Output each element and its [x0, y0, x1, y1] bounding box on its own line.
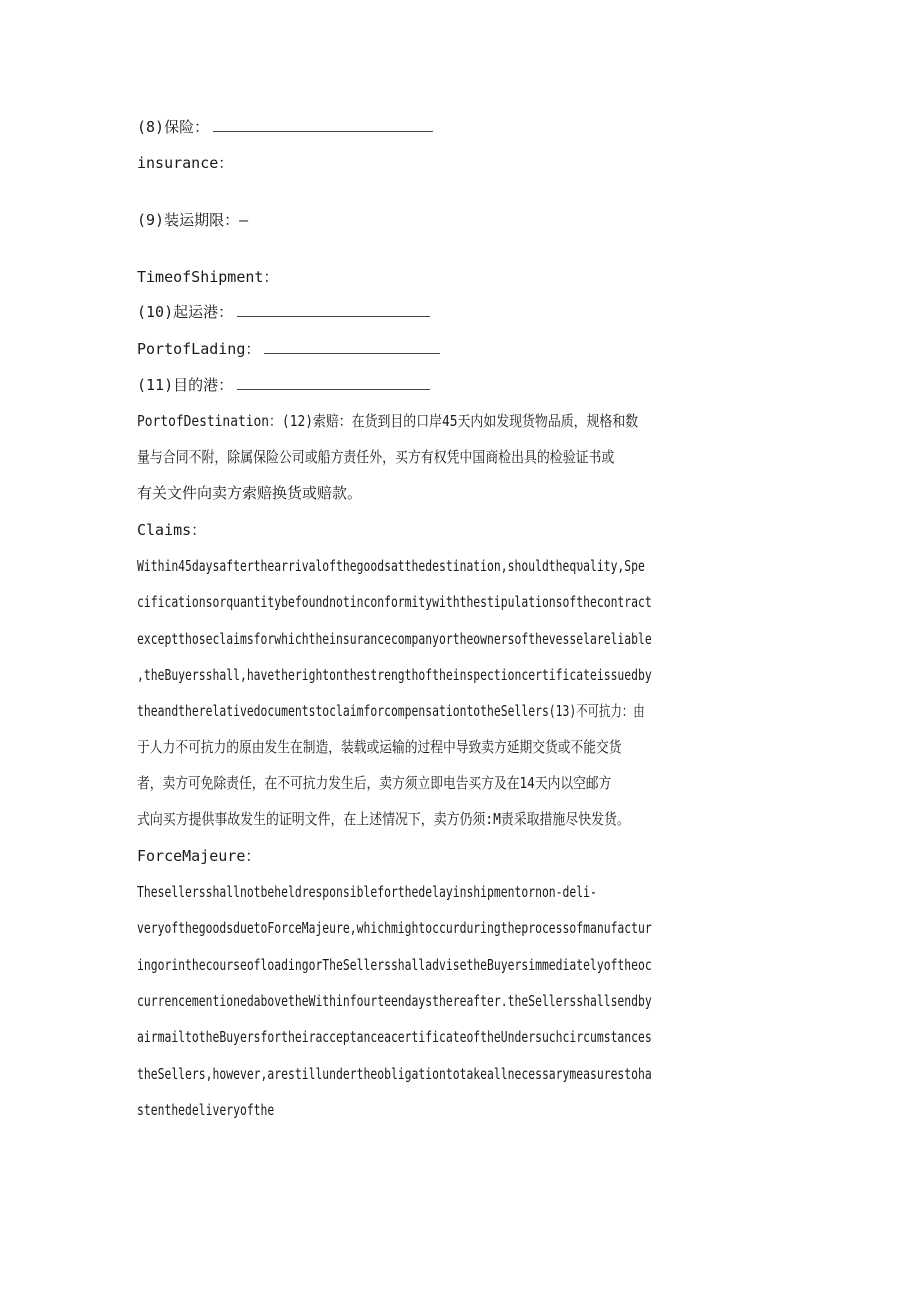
loading-en-label: PortofLading： — [137, 340, 261, 358]
claims-cn-line-1: PortofDestination：(12)索赔：在货到目的口岸45天内如发现货物品质，规格和数 — [137, 412, 639, 430]
destination-cn-row — [137, 375, 430, 395]
loading-cn-row — [137, 302, 430, 322]
claims-cn-line-2: 量与合同不附，除属保险公司或船方责任外，买方有权凭中国商检出具的检验证书或 — [137, 448, 615, 466]
force-majeure-en-line-7: stenthedeliveryofthe — [137, 1101, 275, 1119]
insurance-blank — [213, 119, 433, 132]
force-majeure-en-line-5: airmailtotheBuyersfortheiracceptanceacertificateoftheUndersuchcircumstances — [137, 1028, 652, 1046]
claims-cn-line-3: 有关文件向卖方索赔换货或赔款。 — [137, 484, 363, 502]
claims-en-heading: Claims： — [137, 521, 207, 539]
claims-en-line-1: Within45daysafterthearrivalofthegoodsatthedestination,shouldtheqυality,Spe — [137, 557, 645, 575]
claims-en-line-4: ,theBuyersshall,havetherightonthestrengthoftheinspectioncertificateissuedby — [137, 666, 652, 684]
insurance-cn-row — [137, 117, 433, 137]
force-majeure-cn-line-2: 者，卖方可免除责任，在不可抗力发生后，卖方须立即电告买方及在14天内以空邮方 — [137, 774, 612, 792]
force-majeure-cn-line-3: 式向买方提供事故发生的证明文件，在上述情况下，卖方仍须:M责采取措施尽快发货。 — [137, 810, 630, 828]
loading-en-blank — [264, 341, 440, 354]
shipment-en-label: TimeofShipment： — [137, 268, 279, 286]
insurance-en-label: insurance： — [137, 154, 234, 172]
claims-en-line-3: exceptthoseclaimsforwhichtheinsurancecompanyortheownersofthevesselareliable — [137, 630, 652, 648]
loading-en-row — [137, 339, 440, 359]
destination-cn-label: (11)目的港： — [137, 376, 234, 394]
destination-cn-blank — [237, 377, 430, 390]
force-majeure-en-line-6: theSellers,however,arestillundertheobligationtotakeallnecessarymeasurestoha — [137, 1065, 652, 1083]
claims-en-line-5: theandtherelativedocumentstoclaimforcompensationtotheSellers(13)不可抗力：由 — [137, 702, 645, 720]
insurance-cn-label: (8)保险： — [137, 118, 210, 136]
loading-cn-label: (10)起运港： — [137, 303, 234, 321]
force-majeure-cn-line-1: 于人力不可抗力的原由发生在制造，装载或运输的过程中导致卖方延期交货或不能交货 — [137, 738, 622, 756]
shipment-cn-label: (9)装运期限：— — [137, 211, 249, 229]
force-majeure-en-line-1: Thesellersshallnotbeheldresponsibleforthedelayinshipmentornon-deli- — [137, 883, 597, 901]
force-majeure-en-line-2: veryofthegoodsduetoForceMajeure,whichmightoccurduringtheprocessofmanufactur — [137, 919, 652, 937]
force-majeure-en-line-3: ingorinthecourseofloadingorTheSellersshalladvisetheBuyersimmediatelyoftheoc — [137, 956, 652, 974]
claims-en-line-2: cificationsorquantitybefoundnotinconformitywiththestipulationsofthecontract — [137, 593, 652, 611]
force-majeure-en-heading: ForceMajeure： — [137, 847, 261, 865]
loading-cn-blank — [237, 304, 430, 317]
force-majeure-en-line-4: currencementionedabovetheWithinfourteendaysthereafter.theSellersshallsendby — [137, 992, 652, 1010]
